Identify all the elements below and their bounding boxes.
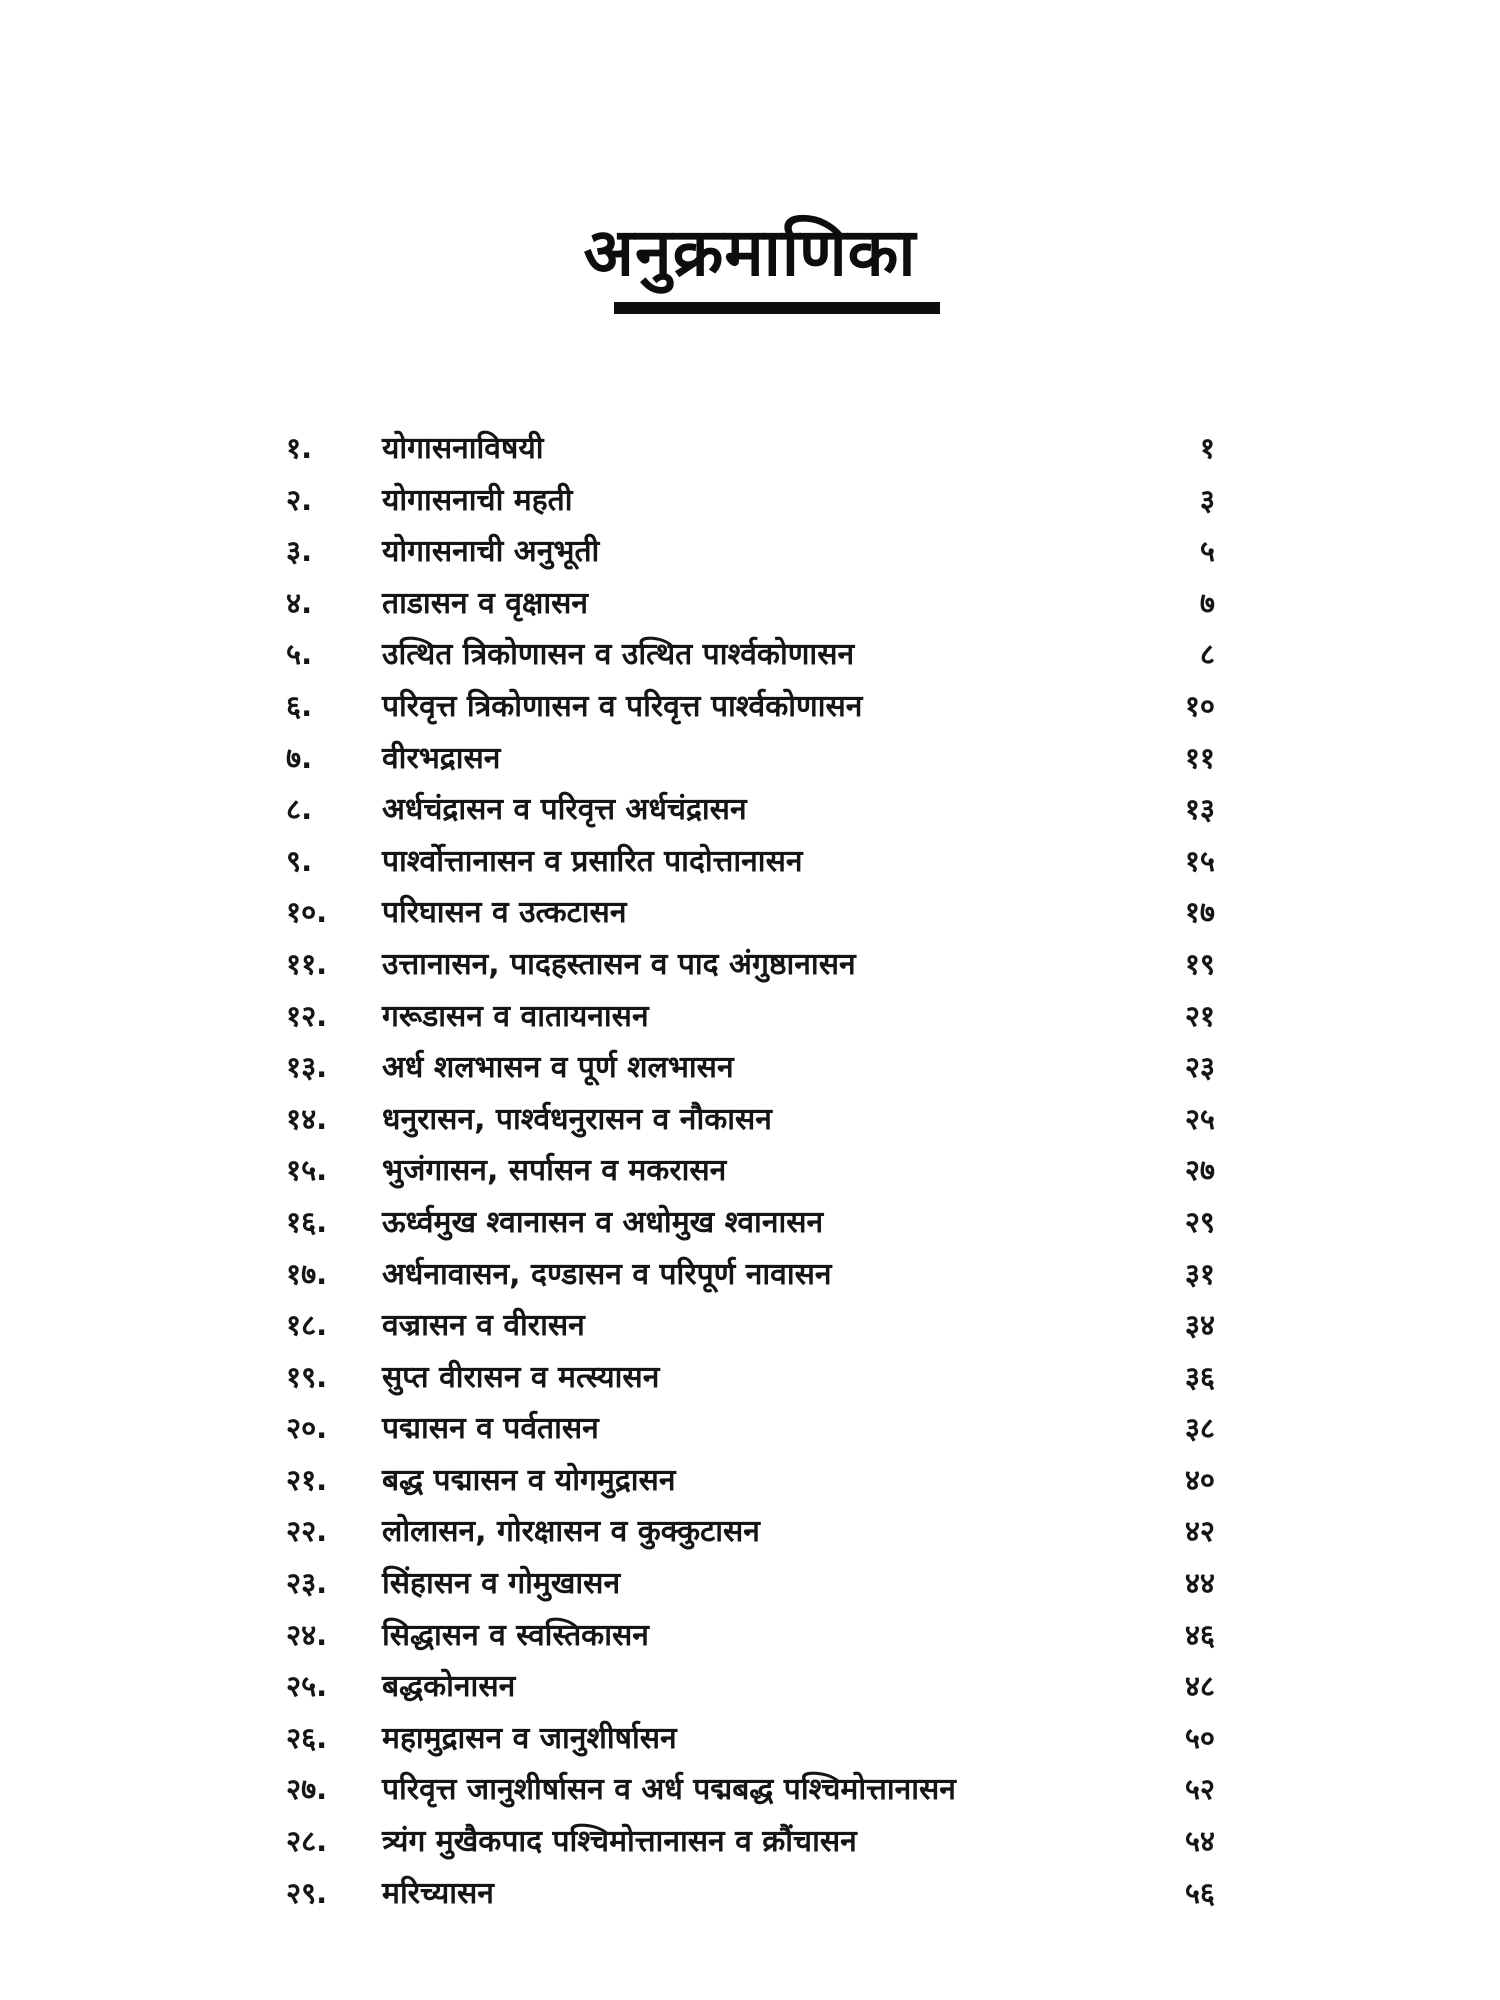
entry-page-number: ४२ [1184,1514,1215,1549]
toc-entry [0,1660,1500,1712]
entry-page-number: २३ [1184,1050,1215,1085]
entry-number: ४. [286,585,313,620]
entry-title: वीरभद्रासन [382,740,501,776]
toc-entry [0,1454,1500,1506]
toc-entry [0,1196,1500,1248]
entry-page-number: ५४ [1184,1824,1215,1859]
entry-number: ९. [286,843,313,878]
entry-number: २७. [286,1772,328,1807]
entry-page-number: ५६ [1184,1875,1215,1910]
toc-entry [0,1712,1500,1764]
entry-number: ७. [286,740,313,775]
toc-entry [0,1867,1500,1919]
entry-title: पद्मासन व पर्वतासन [382,1411,599,1447]
entry-page-number: १९ [1184,946,1215,981]
entry-page-number: १ [1199,431,1215,465]
entry-title: सुप्त वीरासन व मत्स्यासन [382,1359,660,1395]
entry-page-number: ५२ [1184,1772,1215,1807]
entry-title: अर्ध शलभासन व पूर्ण शलभासन [382,1050,734,1086]
entry-page-number: १३ [1184,792,1215,827]
entry-number: २५. [286,1669,328,1704]
entry-number: २१. [286,1462,328,1497]
entry-page-number: ३ [1199,482,1215,517]
entry-number: १५. [286,1153,328,1188]
entry-number: १. [286,431,313,465]
toc-entry [0,680,1500,732]
entry-number: ८. [286,792,313,827]
entry-page-number: ४६ [1184,1617,1215,1652]
table-of-contents [0,422,1500,1918]
entry-number: १०. [286,895,328,930]
entry-title: उत्तानासन, पादहस्तासन व पाद अंगुष्ठानासन [382,946,856,982]
entry-page-number: १० [1184,688,1215,723]
entry-page-number: २५ [1184,1101,1215,1136]
entry-title: पार्श्वोत्तानासन व प्रसारित पादोत्तानासन [382,843,803,879]
toc-entry [0,1402,1500,1454]
entry-number: १६. [286,1204,328,1239]
entry-number: ५. [286,637,313,672]
toc-entry [0,1144,1500,1196]
toc-entry [0,732,1500,784]
entry-number: २६. [286,1720,328,1755]
entry-number: २०. [286,1411,328,1446]
entry-page-number: ५० [1184,1720,1215,1755]
toc-entry [0,1041,1500,1093]
entry-page-number: ४० [1184,1462,1215,1497]
entry-number: ३. [286,534,313,569]
entry-title: योगासनाची अनुभूती [382,534,600,570]
entry-number: १२. [286,998,328,1033]
toc-entry [0,1299,1500,1351]
toc-entry [0,1609,1500,1661]
entry-title: सिंहासन व गोमुखासन [382,1566,621,1602]
entry-number: ६. [286,688,313,723]
entry-page-number: ३१ [1184,1256,1215,1291]
entry-title: परिघासन व उत्कटासन [382,895,627,931]
toc-entry [0,422,1500,474]
entry-page-number: ४४ [1184,1566,1215,1601]
entry-number: १९. [286,1359,328,1394]
toc-entry [0,938,1500,990]
entry-page-number: ८ [1199,637,1215,672]
toc-entry [0,577,1500,629]
entry-page-number: ४८ [1184,1669,1215,1704]
toc-entry [0,835,1500,887]
entry-page-number: १५ [1184,843,1215,878]
entry-page-number: २९ [1184,1204,1215,1239]
entry-page-number: ५ [1199,534,1215,569]
entry-title: मरिच्यासन [382,1875,494,1911]
entry-number: २९. [286,1875,328,1910]
entry-page-number: ३६ [1184,1359,1215,1394]
toc-entry [0,886,1500,938]
entry-title: अर्धनावासन, दण्डासन व परिपूर्ण नावासन [382,1256,832,1292]
toc-entry [0,1763,1500,1815]
toc-entry [0,474,1500,526]
entry-page-number: ७ [1199,585,1215,620]
entry-number: १३. [286,1050,328,1085]
entry-title: त्र्यंग मुखैकपाद पश्चिमोत्तानासन व क्रौंचासन [382,1824,857,1860]
page-title: अनुक्रमाणिका [583,214,917,291]
entry-number: १८. [286,1308,328,1343]
toc-entry [0,1351,1500,1403]
entry-title: बद्ध पद्मासन व योगमुद्रासन [382,1462,676,1498]
entry-number: २२. [286,1514,328,1549]
entry-title: परिवृत्त जानुशीर्षासन व अर्ध पद्मबद्ध पश्चिमोत्तानासन [382,1772,956,1808]
entry-page-number: २१ [1184,998,1215,1033]
toc-entry [0,1505,1500,1557]
entry-page-number: ३४ [1184,1308,1215,1343]
entry-title: धनुरासन, पार्श्वधनुरासन व नौकासन [382,1101,772,1137]
entry-number: २३. [286,1566,328,1601]
entry-page-number: १७ [1184,895,1215,930]
entry-number: ११. [286,946,328,981]
entry-title: बद्धकोनासन [382,1669,516,1705]
toc-entry [0,1248,1500,1300]
entry-title: ताडासन व वृक्षासन [382,585,589,621]
entry-number: १७. [286,1256,328,1291]
toc-entry [0,1093,1500,1145]
entry-title: गरूडासन व वातायनासन [382,998,649,1034]
entry-title: महामुद्रासन व जानुशीर्षासन [382,1720,677,1756]
entry-number: २. [286,482,313,517]
toc-entry [0,628,1500,680]
entry-title: ऊर्ध्वमुख श्वानासन व अधोमुख श्वानासन [382,1204,824,1240]
entry-title: अर्धचंद्रासन व परिवृत्त अर्धचंद्रासन [382,792,747,828]
entry-title: उत्थित त्रिकोणासन व उत्थित पार्श्वकोणासन [382,637,855,673]
toc-entry [0,990,1500,1042]
entry-title: परिवृत्त त्रिकोणासन व परिवृत्त पार्श्वकोणासन [382,688,863,724]
entry-page-number: ११ [1184,740,1215,775]
entry-title: योगासनाविषयी [382,431,544,466]
entry-number: २४. [286,1617,328,1652]
entry-number: २८. [286,1824,328,1859]
entry-number: १४. [286,1101,328,1136]
toc-entry [0,525,1500,577]
entry-page-number: २७ [1184,1153,1215,1188]
toc-entry [0,1815,1500,1867]
entry-page-number: ३८ [1184,1411,1215,1446]
toc-entry [0,1557,1500,1609]
entry-title: सिद्धासन व स्वस्तिकासन [382,1617,649,1653]
entry-title: भुजंगासन, सर्पासन व मकरासन [382,1153,727,1189]
title-underline [614,302,940,314]
entry-title: लोलासन, गोरक्षासन व कुक्कुटासन [382,1514,760,1550]
toc-entry [0,783,1500,835]
entry-title: वज्रासन व वीरासन [382,1308,585,1344]
entry-title: योगासनाची महती [382,482,573,518]
